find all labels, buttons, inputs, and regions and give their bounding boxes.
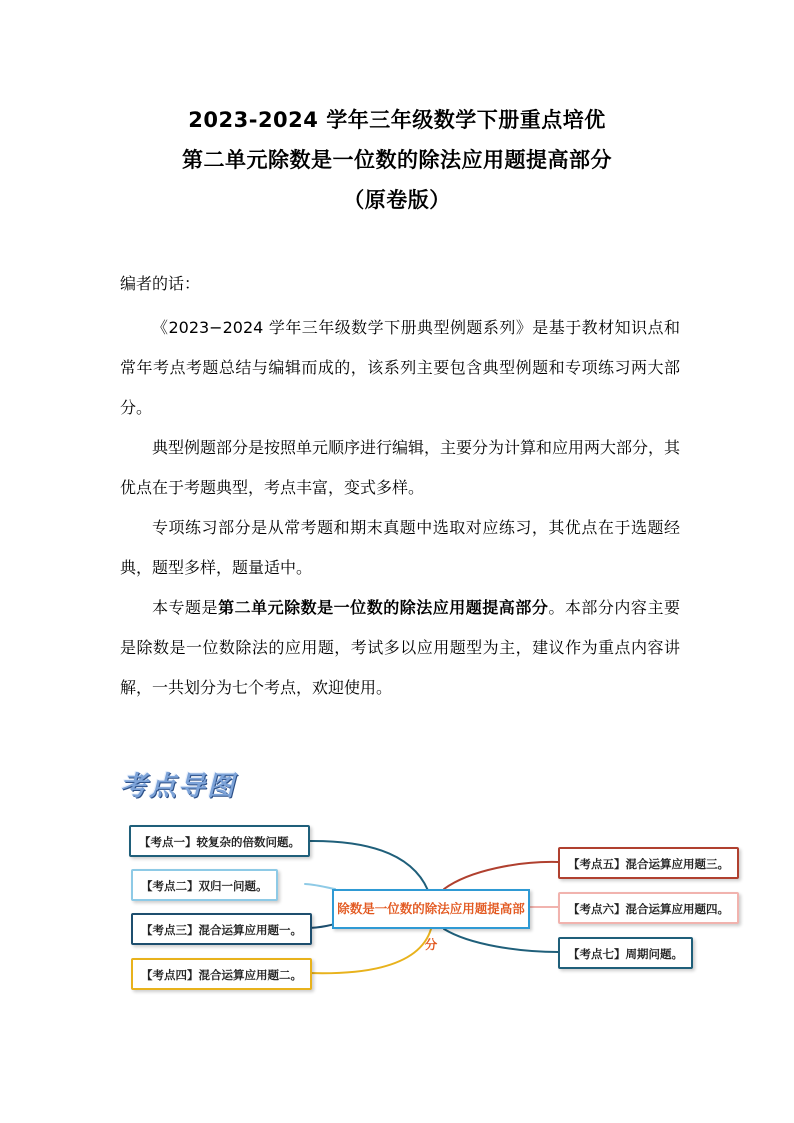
- mindmap-node-1: 【考点一】较复杂的倍数问题。: [129, 825, 310, 857]
- intro-p4-topic: 第二单元除数是一位数的除法应用题提高部分: [218, 598, 549, 617]
- mindmap-title: 考点导图: [120, 771, 236, 802]
- intro-p4-prefix: 本专题是: [152, 598, 219, 617]
- mindmap-node-5: 【考点五】混合运算应用题三。: [558, 847, 739, 879]
- connector-5: [444, 862, 558, 889]
- connector-7: [444, 929, 558, 952]
- document-title-line3: （原卷版）: [343, 188, 451, 212]
- mindmap-node-2: 【考点二】双归一问题。: [131, 869, 278, 901]
- intro-paragraph-2: 典型例题部分是按照单元顺序进行编辑，主要分为计算和应用两大部分，其优点在于考题典型，考点丰富，变式多样。: [120, 438, 681, 497]
- intro-p4-suffix: 。本部分内容主要是除数是一位数除法的应用题，考试多以应用题型为主，建议作为重点内容讲解，一共划分为七个考点，欢迎使用。: [120, 598, 680, 697]
- connector-4: [308, 929, 431, 973]
- mindmap-node-3: 【考点三】混合运算应用题一。: [131, 913, 312, 945]
- mindmap-node-6: 【考点六】混合运算应用题四。: [558, 892, 739, 924]
- mindmap-node-4: 【考点四】混合运算应用题二。: [131, 958, 312, 990]
- intro-paragraph-1: 《2023−2024 学年三年级数学下册典型例题系列》是基于教材知识点和常年考点考题总结与编辑而成的，该系列主要包含典型例题和专项练习两大部分。: [120, 318, 680, 417]
- connector-2: [305, 884, 335, 889]
- intro-paragraph-3: 专项练习部分是从常考题和期末真题中选取对应练习，其优点在于选题经典，题型多样，题量适中。: [120, 518, 680, 577]
- document-title-line1: 2023-2024 学年三年级数学下册重点培优: [188, 108, 606, 132]
- intro-heading: 编者的话：: [120, 274, 201, 293]
- mindmap-node-7: 【考点七】周期问题。: [558, 937, 693, 969]
- document-title-line2: 第二单元除数是一位数的除法应用题提高部分: [182, 148, 612, 172]
- mindmap-center-node: 除数是一位数的除法应用题提高部分: [332, 889, 530, 929]
